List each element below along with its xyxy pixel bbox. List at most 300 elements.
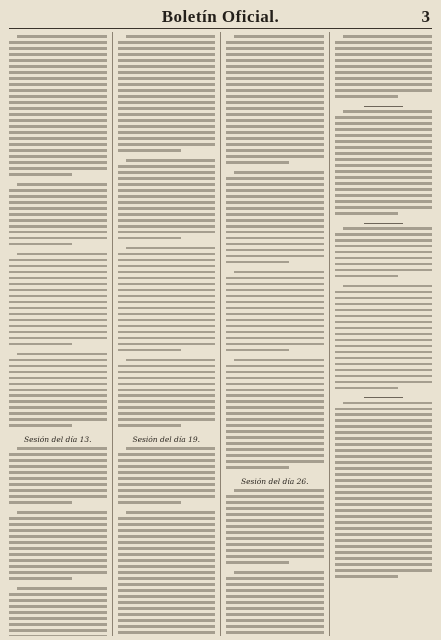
text-line (9, 295, 107, 298)
text-line (9, 143, 107, 146)
text-line (9, 501, 72, 504)
text-line (9, 365, 107, 368)
session-date-heading: Sesión del día 19. (132, 435, 201, 444)
text-line (335, 351, 433, 354)
text-line (226, 195, 324, 198)
text-line (335, 315, 433, 318)
text-line (118, 601, 216, 604)
text-line (118, 95, 216, 98)
text-line (335, 569, 433, 572)
text-line (118, 517, 216, 520)
text-line (335, 275, 398, 278)
text-line (335, 257, 433, 260)
text-line (335, 521, 433, 524)
text-line (118, 71, 216, 74)
newspaper-title: Boletín Oficial. (161, 7, 280, 26)
text-line (118, 125, 216, 128)
text-paragraph (335, 285, 433, 389)
text-line (226, 219, 324, 222)
text-line (118, 237, 181, 240)
text-line (226, 365, 324, 368)
text-line (118, 289, 216, 292)
text-line (226, 47, 324, 50)
text-line (335, 95, 398, 98)
text-paragraph (9, 587, 107, 636)
text-line (118, 343, 216, 346)
text-paragraph (9, 447, 107, 503)
text-line (226, 237, 324, 240)
text-line (226, 555, 324, 558)
text-line (335, 309, 433, 312)
text-line (9, 617, 107, 620)
text-line (335, 375, 433, 378)
text-line (118, 53, 216, 56)
text-line (226, 125, 324, 128)
text-line (17, 447, 107, 450)
text-line (335, 575, 398, 578)
text-line (226, 77, 324, 80)
text-line (226, 177, 324, 180)
text-line (226, 442, 324, 445)
text-line (335, 89, 433, 92)
text-line (118, 613, 216, 616)
text-line (9, 131, 107, 134)
text-line (9, 237, 107, 240)
text-line (226, 507, 324, 510)
text-line (9, 301, 107, 304)
section-rule (364, 223, 403, 224)
text-line (118, 319, 216, 322)
text-line (118, 489, 216, 492)
text-line (118, 253, 216, 256)
text-line (9, 283, 107, 286)
text-line (335, 212, 398, 215)
text-line (9, 71, 107, 74)
text-line (234, 271, 324, 274)
text-line (335, 170, 433, 173)
text-line (226, 325, 324, 328)
text-line (9, 195, 107, 198)
text-line (118, 149, 181, 152)
text-line (9, 53, 107, 56)
text-line (335, 563, 433, 566)
text-line (118, 89, 216, 92)
text-line (118, 383, 216, 386)
text-line (118, 371, 216, 374)
text-line (118, 171, 216, 174)
text-line (335, 122, 433, 125)
text-line (126, 159, 216, 162)
text-line (118, 119, 216, 122)
text-line (118, 565, 216, 568)
text-line (335, 413, 433, 416)
text-line (9, 459, 107, 462)
text-columns (9, 32, 432, 636)
masthead (9, 6, 432, 29)
text-line (335, 455, 433, 458)
text-line (226, 107, 324, 110)
text-line (335, 527, 433, 530)
text-line (226, 377, 324, 380)
text-line (226, 225, 324, 228)
text-line (335, 65, 433, 68)
text-line (9, 465, 107, 468)
text-paragraph (118, 447, 216, 503)
text-line (335, 263, 433, 266)
text-line (335, 327, 433, 330)
text-line (17, 587, 107, 590)
text-line (335, 188, 433, 191)
text-line (118, 47, 216, 50)
text-line (335, 269, 433, 272)
text-line (226, 289, 324, 292)
text-line (335, 77, 433, 80)
text-line (9, 406, 107, 409)
text-line (9, 389, 107, 392)
text-line (9, 65, 107, 68)
text-line (234, 489, 324, 492)
text-line (9, 483, 107, 486)
text-line (226, 201, 324, 204)
text-line (9, 313, 107, 316)
text-line (9, 149, 107, 152)
text-line (335, 381, 433, 384)
text-line (118, 424, 181, 427)
text-line (335, 291, 433, 294)
text-line (335, 245, 433, 248)
text-line (226, 519, 324, 522)
column-2 (112, 32, 221, 636)
text-line (118, 559, 216, 562)
text-line (118, 631, 216, 634)
text-line (118, 595, 216, 598)
text-line (9, 307, 107, 310)
text-line (226, 283, 324, 286)
text-line (9, 547, 107, 550)
text-line (9, 559, 107, 562)
text-line (226, 583, 324, 586)
text-line (226, 53, 324, 56)
text-line (9, 259, 107, 262)
text-line (9, 623, 107, 626)
text-line (9, 41, 107, 44)
text-line (118, 283, 216, 286)
text-line (9, 161, 107, 164)
text-line (118, 201, 216, 204)
text-line (118, 213, 216, 216)
text-line (335, 134, 433, 137)
text-line (9, 225, 107, 228)
text-line (335, 357, 433, 360)
text-paragraph (118, 511, 216, 636)
text-line (226, 277, 324, 280)
text-line (335, 461, 433, 464)
text-line (335, 485, 433, 488)
text-line (226, 319, 324, 322)
text-line (343, 402, 433, 405)
column-1 (9, 32, 112, 636)
text-line (226, 513, 324, 516)
text-line (234, 359, 324, 362)
text-line (118, 231, 216, 234)
text-paragraph (118, 159, 216, 239)
text-line (118, 365, 216, 368)
text-line (335, 369, 433, 372)
text-line (226, 625, 324, 628)
text-line (118, 577, 216, 580)
text-line (226, 337, 324, 340)
text-line (226, 525, 324, 528)
text-line (118, 483, 216, 486)
text-line (335, 164, 433, 167)
text-paragraph (9, 511, 107, 579)
text-line (9, 593, 107, 596)
text-line (118, 589, 216, 592)
text-line (335, 128, 433, 131)
text-line (226, 619, 324, 622)
text-line (9, 277, 107, 280)
text-line (9, 394, 107, 397)
text-line (226, 189, 324, 192)
text-line (9, 289, 107, 292)
text-line (118, 337, 216, 340)
text-line (118, 259, 216, 262)
text-line (126, 359, 216, 362)
text-line (226, 161, 289, 164)
text-line (226, 41, 324, 44)
text-line (343, 285, 433, 288)
text-paragraph (118, 359, 216, 427)
text-line (9, 189, 107, 192)
text-line (9, 400, 107, 403)
text-line (118, 295, 216, 298)
text-line (126, 447, 216, 450)
text-line (226, 501, 324, 504)
text-line (343, 227, 433, 230)
text-line (335, 194, 433, 197)
text-paragraph (335, 227, 433, 277)
text-line (226, 113, 324, 116)
column-3 (220, 32, 329, 636)
text-line (118, 418, 216, 421)
text-line (226, 119, 324, 122)
text-line (118, 412, 216, 415)
text-line (9, 331, 107, 334)
text-line (17, 183, 107, 186)
page-number: 3 (421, 7, 430, 26)
text-line (9, 635, 107, 636)
text-line (118, 529, 216, 532)
text-line (335, 387, 398, 390)
text-line (118, 107, 216, 110)
text-line (226, 137, 324, 140)
text-line (9, 424, 72, 427)
text-line (226, 83, 324, 86)
text-line (335, 503, 433, 506)
text-line (226, 71, 324, 74)
text-line (226, 261, 289, 264)
text-line (335, 206, 433, 209)
text-line (335, 449, 433, 452)
text-line (9, 219, 107, 222)
text-line (9, 541, 107, 544)
text-line (226, 613, 324, 616)
text-line (335, 47, 433, 50)
text-line (226, 343, 324, 346)
text-line (118, 265, 216, 268)
text-line (118, 307, 216, 310)
text-line (335, 239, 433, 242)
text-line (9, 371, 107, 374)
text-line (17, 353, 107, 356)
text-line (335, 158, 433, 161)
text-line (9, 265, 107, 268)
text-line (9, 119, 107, 122)
text-line (9, 47, 107, 50)
text-line (118, 207, 216, 210)
text-line (9, 113, 107, 116)
text-paragraph (226, 271, 324, 351)
text-paragraph (9, 253, 107, 345)
text-line (226, 131, 324, 134)
text-line (335, 41, 433, 44)
text-line (226, 577, 324, 580)
text-line (118, 619, 216, 622)
text-line (118, 131, 216, 134)
column-4 (329, 32, 433, 636)
text-line (126, 35, 216, 38)
text-line (9, 517, 107, 520)
text-line (335, 408, 433, 411)
text-line (118, 377, 216, 380)
text-line (226, 589, 324, 592)
text-line (118, 189, 216, 192)
text-line (118, 59, 216, 62)
text-line (226, 537, 324, 540)
text-line (9, 477, 107, 480)
text-line (335, 509, 433, 512)
text-line (226, 430, 324, 433)
text-line (335, 425, 433, 428)
text-line (335, 146, 433, 149)
text-line (9, 325, 107, 328)
text-line (118, 137, 216, 140)
text-line (226, 307, 324, 310)
text-line (118, 495, 216, 498)
text-line (226, 448, 324, 451)
text-line (118, 501, 181, 504)
text-line (118, 177, 216, 180)
text-line (335, 233, 433, 236)
text-line (335, 467, 433, 470)
text-line (335, 345, 433, 348)
text-line (9, 629, 107, 632)
text-line (335, 419, 433, 422)
text-line (118, 101, 216, 104)
text-line (226, 406, 324, 409)
text-line (118, 83, 216, 86)
text-line (118, 465, 216, 468)
text-line (226, 255, 324, 258)
text-line (226, 183, 324, 186)
text-line (118, 113, 216, 116)
text-line (335, 53, 433, 56)
text-line (9, 201, 107, 204)
text-line (343, 35, 433, 38)
text-line (118, 331, 216, 334)
text-line (226, 249, 324, 252)
text-line (335, 176, 433, 179)
text-line (118, 277, 216, 280)
text-line (226, 495, 324, 498)
text-line (343, 110, 433, 113)
text-line (335, 437, 433, 440)
text-line (226, 531, 324, 534)
text-line (9, 577, 72, 580)
text-line (118, 271, 216, 274)
text-line (226, 607, 324, 610)
text-line (9, 359, 107, 362)
text-line (335, 539, 433, 542)
text-line (234, 35, 324, 38)
text-line (335, 557, 433, 560)
text-line (335, 545, 433, 548)
text-line (226, 418, 324, 421)
text-paragraph (226, 359, 324, 469)
text-line (9, 137, 107, 140)
text-line (118, 459, 216, 462)
text-line (9, 495, 107, 498)
text-line (9, 107, 107, 110)
text-paragraph (118, 35, 216, 151)
text-line (226, 400, 324, 403)
text-line (226, 561, 289, 564)
text-line (118, 143, 216, 146)
text-line (226, 155, 324, 158)
text-line (335, 152, 433, 155)
text-line (9, 571, 107, 574)
text-line (335, 83, 433, 86)
text-line (226, 65, 324, 68)
text-line (226, 207, 324, 210)
text-line (226, 595, 324, 598)
text-line (226, 460, 324, 463)
text-line (118, 41, 216, 44)
text-line (118, 471, 216, 474)
text-line (9, 377, 107, 380)
text-line (118, 553, 216, 556)
text-line (9, 565, 107, 568)
text-line (118, 301, 216, 304)
section-rule (364, 397, 403, 398)
text-line (118, 607, 216, 610)
text-line (226, 412, 324, 415)
text-line (335, 339, 433, 342)
text-line (9, 523, 107, 526)
text-line (335, 140, 433, 143)
text-line (226, 349, 289, 352)
text-paragraph (9, 353, 107, 427)
text-line (226, 301, 324, 304)
text-line (9, 167, 107, 170)
text-line (118, 583, 216, 586)
text-line (226, 143, 324, 146)
text-line (118, 183, 216, 186)
text-line (226, 95, 324, 98)
text-line (226, 371, 324, 374)
text-line (9, 243, 72, 246)
text-line (226, 454, 324, 457)
